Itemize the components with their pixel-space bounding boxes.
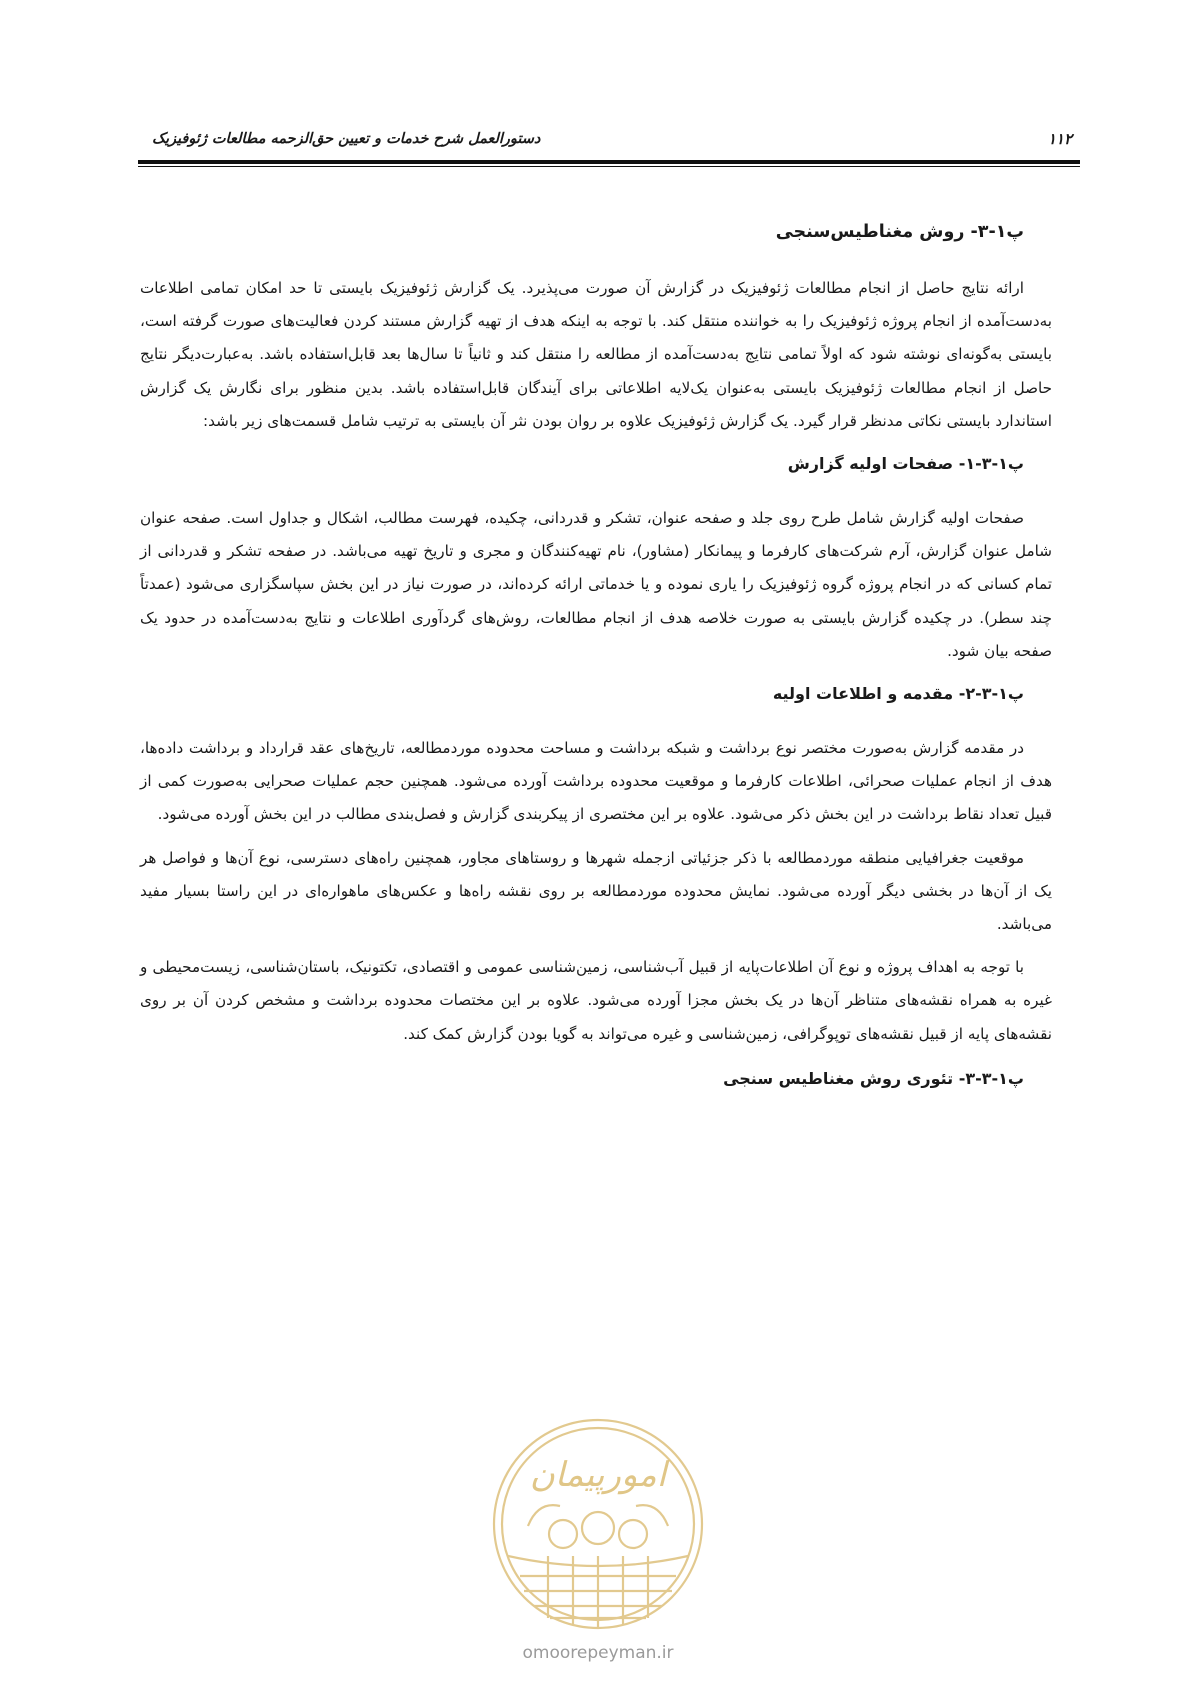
paragraph: صفحات اولیه گزارش شامل طرح روی جلد و صفحه عنوان، تشکر و قدردانی، چکیده، فهرست مطالب، اشکال و جداول است. صفحه عنوان شامل عنوان گزارش، آرم شرکت‌های کارفرما و پیمانکار (مشاور)، نام تهیه‌کنندگان و مجری و تاریخ تهیه می‌باشد. در صفحه تشکر و قدردانی از تمام کسانی که در انجام پروژه گروه ژئوفیزیک را یاری نموده و یا خدماتی ارائه کرده‌اند، در صورت نیاز در این بخش سپاسگزاری می‌شود (عمدتاً چند سطر). در چکیده گزارش بایستی به صورت خلاصه هدف از انجام مطالعات، روش‌های گردآوری اطلاعات و نتایج به‌دست‌آمده در حدود یک صفحه بیان شود. <box>140 509 1052 660</box>
section-title: پ۱-۳- روش مغناطیس‌سنجی <box>775 222 1024 242</box>
paragraph: موقعیت جغرافیایی منطقه موردمطالعه با ذکر جزئیاتی ازجمله شهرها و روستاهای مجاور، همچنین راه‌های دسترسی، نوع آن‌ها و فواصل هر یک از آن‌ها در بخشی دیگر آورده می‌شود. نمایش محدوده موردمطالعه بر روی نقشه راه‌ها و عکس‌های ماهواره‌ای در این راستا بسیار مفید می‌باشد. <box>140 848 1052 934</box>
section-intro-paragraph: ارائه نتایج حاصل از انجام مطالعات ژئوفیزیک در گزارش آن صورت می‌پذیرد. یک گزارش ژئوفیزیک بایستی تا حد امکان تمامی اطلاعات به‌دست‌آمده از انجام پروژه ژئوفیزیک را به خواننده منتقل کند. با توجه به اینکه هدف از تهیه گزارش مستند کردن فعالیت‌های صورت گرفته است، بایستی به‌گونه‌ای نوشته شود که اولاً تمامی نتایج به‌دست‌آمده از مطالعه را منتقل کند و ثانیاً تا سال‌ها بعد قابل‌استفاده باشد. به‌عبارت‌دیگر نتایج حاصل از انجام مطالعات ژئوفیزیک بایستی به‌عنوان یک‌لایه اطلاعاتی برای آیندگان قابل‌استفاده باشد. بدین منظور برای نگارش یک گزارش استاندارد بایستی نکاتی مدنظر قرار گیرد. یک گزارش ژئوفیزیک علاوه بر روان بودن نثر آن بایستی به ترتیب شامل قسمت‌های زیر باشد: <box>140 279 1052 430</box>
document-body <box>140 218 1052 1117</box>
page-number: ۱۱۲ <box>1047 130 1072 148</box>
watermark-seal-text: امورپیمان <box>529 1455 667 1495</box>
watermark-url: omoorepeyman.ir <box>522 1643 674 1663</box>
running-header <box>138 128 1080 156</box>
subsection-title-theory: پ۱-۳-۳- تئوری روش مغناطیس سنجی <box>723 1068 1024 1088</box>
paragraph: در مقدمه گزارش به‌صورت مختصر نوع برداشت و شبکه برداشت و مساحت محدوده موردمطالعه، تاریخ‌های عقد قرارداد و برداشت داده‌ها، هدف از انجام عملیات صحرائی، اطلاعات کارفرما و موقعیت محدوده برداشت آورده می‌شود. همچنین حجم عملیات صحرایی به‌صورت کمی از قبیل تعداد نقاط برداشت در این بخش ذکر می‌شود. علاوه بر این مختصری از پیکربندی گزارش و فصل‌بندی مطالب در این بخش آورده می‌شود. <box>140 739 1052 824</box>
header-rule-thin <box>138 166 1080 167</box>
subsection-title-front-pages: پ۱-۳-۱- صفحات اولیه گزارش <box>787 454 1024 474</box>
header-rule-thick <box>138 160 1080 164</box>
running-title: دستورالعمل شرح خدمات و تعیین حق‌الزحمه مطالعات ژئوفیزیک <box>152 130 541 147</box>
subsection-title-introduction: پ۱-۳-۲- مقدمه و اطلاعات اولیه <box>772 684 1024 704</box>
paragraph: با توجه به اهداف پروژه و نوع آن اطلاعات‌پایه از قبیل آب‌شناسی، زمین‌شناسی عمومی و اقتصادی، تکتونیک، باستان‌شناسی، زیست‌محیطی و غیره به همراه نقشه‌های متناظر آن‌ها در یک بخش مجزا آورده می‌شود. علاوه بر این مختصات محدوده برداشت و مشخص کردن آن بر روی نقشه‌های پایه از قبیل نقشه‌های توپوگرافی، زمین‌شناسی و غیره می‌تواند به گویا بودن گزارش کمک کند. <box>140 958 1052 1043</box>
watermark-seal-icon <box>468 1406 728 1666</box>
